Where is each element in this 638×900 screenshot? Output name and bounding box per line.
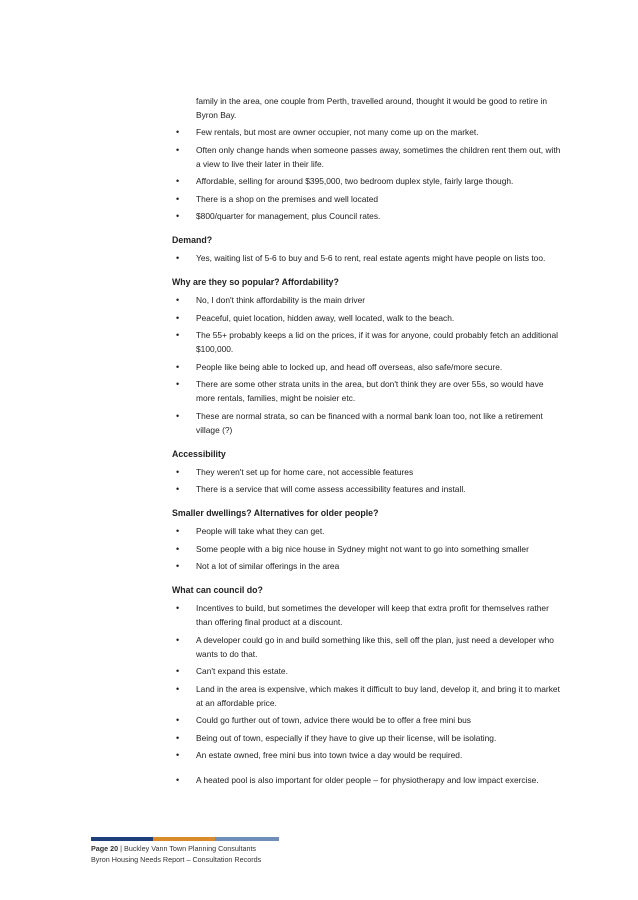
list-item xyxy=(172,559,564,573)
list-item xyxy=(172,748,564,762)
bullet-icon: • xyxy=(176,193,180,204)
list-item xyxy=(172,773,564,787)
list-item-text: People like being able to locked up, and head off overseas, also safe/more secure. xyxy=(196,361,503,372)
list-item-text: There are some other strata units in the area, but don't think they are over 55s, so would have more rentals, families, might be noisier etc. xyxy=(196,379,544,403)
bullet-list xyxy=(172,601,564,762)
list-item xyxy=(172,328,564,356)
bullet-list xyxy=(172,465,564,497)
bullet-icon: • xyxy=(176,484,180,494)
bullet-icon: • xyxy=(176,715,180,725)
list-item xyxy=(172,542,564,556)
list-item-text: Incentives to build, but sometimes the developer will keep that extra profit for themselves rather than offering final product at a discount. xyxy=(196,603,549,627)
list-item xyxy=(172,682,564,710)
footer-color-bar xyxy=(91,837,279,841)
footer-separator: | xyxy=(118,844,125,853)
list-item xyxy=(172,713,564,727)
bullet-icon: • xyxy=(176,732,180,743)
bullet-icon: • xyxy=(176,312,180,323)
list-item xyxy=(172,311,564,325)
footer-page-line xyxy=(91,844,256,853)
list-item xyxy=(172,143,564,171)
bullet-icon: • xyxy=(176,774,180,785)
list-item xyxy=(172,377,564,405)
bullet-list xyxy=(172,773,564,787)
bullet-icon: • xyxy=(176,379,180,389)
list-item-text: There is a service that will come assess accessibility features and install. xyxy=(196,484,466,494)
bullet-icon: • xyxy=(176,603,180,613)
continued-paragraph: family in the area, one couple from Perth, travelled around, thought it would be good to retire in Byron Bay. xyxy=(196,96,548,120)
bullet-icon: • xyxy=(176,466,180,477)
list-item xyxy=(172,524,564,538)
list-item-text: They weren't set up for home care, not accessible features xyxy=(196,466,414,477)
report-title: Byron Housing Needs Report – Consultation Records xyxy=(91,855,262,864)
bullet-icon: • xyxy=(176,410,180,421)
bullet-list xyxy=(172,524,564,573)
list-item xyxy=(172,731,564,745)
list-item xyxy=(172,192,564,206)
company-name: Buckley Vann Town Planning Consultants xyxy=(124,844,257,853)
bullet-list xyxy=(172,293,564,437)
footer-bar-segment xyxy=(215,837,279,841)
bullet-icon: • xyxy=(176,211,180,221)
bullet-icon: • xyxy=(176,634,180,645)
list-item-text: Being out of town, especially if they have to give up their license, will be isolating. xyxy=(196,732,497,743)
bullet-icon: • xyxy=(176,127,180,137)
list-item xyxy=(172,360,564,374)
list-item-text: The 55+ probably keeps a lid on the prices, if it was for anyone, could probably fetch an additional $100,000. xyxy=(196,330,558,354)
list-item-text: Some people with a big nice house in Sydney might not want to go into something smaller xyxy=(196,543,529,554)
list-item-text: Yes, waiting list of 5-6 to buy and 5-6 to rent, real estate agents might have people on lists too. xyxy=(196,253,546,263)
list-item-text: Could go further out of town, advice there would be to offer a free mini bus xyxy=(196,715,471,725)
bullet-icon: • xyxy=(176,361,180,372)
list-item-text: Can't expand this estate. xyxy=(196,666,288,676)
bullet-icon: • xyxy=(176,253,180,263)
list-item-text: These are normal strata, so can be financed with a normal bank loan too, not like a retirement village (?) xyxy=(196,410,543,435)
footer-bar-segment xyxy=(153,837,215,841)
section-heading: What can council do? xyxy=(172,585,263,595)
page-number: Page 20 xyxy=(91,844,119,853)
bullet-icon: • xyxy=(176,561,180,571)
bullet-icon: • xyxy=(176,683,180,694)
list-item-text: Land in the area is expensive, which makes it difficult to buy land, develop it, and bring it to market at an affordable price. xyxy=(196,683,560,708)
bullet-icon: • xyxy=(176,750,180,760)
bullet-icon: • xyxy=(176,526,180,536)
section-heading: Demand? xyxy=(172,235,213,245)
list-item-text: Often only change hands when someone passes away, sometimes the children rent them out, with a view to live their later in their life. xyxy=(196,144,561,169)
bullet-list xyxy=(172,251,564,265)
list-item xyxy=(172,409,564,437)
section-heading: Smaller dwellings? Alternatives for older people? xyxy=(172,508,379,518)
list-item xyxy=(172,482,564,496)
list-item xyxy=(172,293,564,307)
list-item xyxy=(172,601,564,629)
list-item-text: People will take what they can get. xyxy=(196,526,325,536)
list-item-text: Peaceful, quiet location, hidden away, well located, walk to the beach. xyxy=(196,312,455,323)
list-item-text: Not a lot of similar offerings in the area xyxy=(196,561,340,571)
list-item-text: Affordable, selling for around $395,000, two bedroom duplex style, fairly large though. xyxy=(196,176,514,186)
bullet-icon: • xyxy=(176,666,180,676)
bullet-icon: • xyxy=(176,144,180,155)
bullet-icon: • xyxy=(176,295,180,305)
footer-bar-segment xyxy=(91,837,153,841)
section-heading: Accessibility xyxy=(172,448,226,459)
bullet-icon: • xyxy=(176,330,180,340)
list-item-text: An estate owned, free mini bus into town twice a day would be required. xyxy=(196,750,463,760)
list-item-text: There is a shop on the premises and well located xyxy=(196,193,379,204)
sections-container xyxy=(172,234,564,787)
list-item xyxy=(172,209,564,223)
list-item-text: $800/quarter for management, plus Council rates. xyxy=(196,211,381,221)
list-item xyxy=(172,664,564,678)
document-body xyxy=(172,94,564,790)
list-item xyxy=(172,174,564,188)
intro-bullet-list xyxy=(172,125,564,223)
list-item xyxy=(172,633,564,661)
list-item xyxy=(172,465,564,479)
list-item xyxy=(172,125,564,139)
bullet-icon: • xyxy=(176,543,180,554)
list-item xyxy=(172,251,564,265)
list-item-text: A developer could go in and build something like this, sell off the plan, just need a developer who wants to do that. xyxy=(196,634,554,659)
bullet-icon: • xyxy=(176,176,180,186)
list-item-text: A heated pool is also important for older people – for physiotherapy and low impact exercise. xyxy=(196,774,539,785)
list-item-text: Few rentals, but most are owner occupier, not many come up on the market. xyxy=(196,127,479,137)
list-item-text: No, I don't think affordability is the main driver xyxy=(196,295,366,305)
section-heading: Why are they so popular? Affordability? xyxy=(172,277,339,287)
